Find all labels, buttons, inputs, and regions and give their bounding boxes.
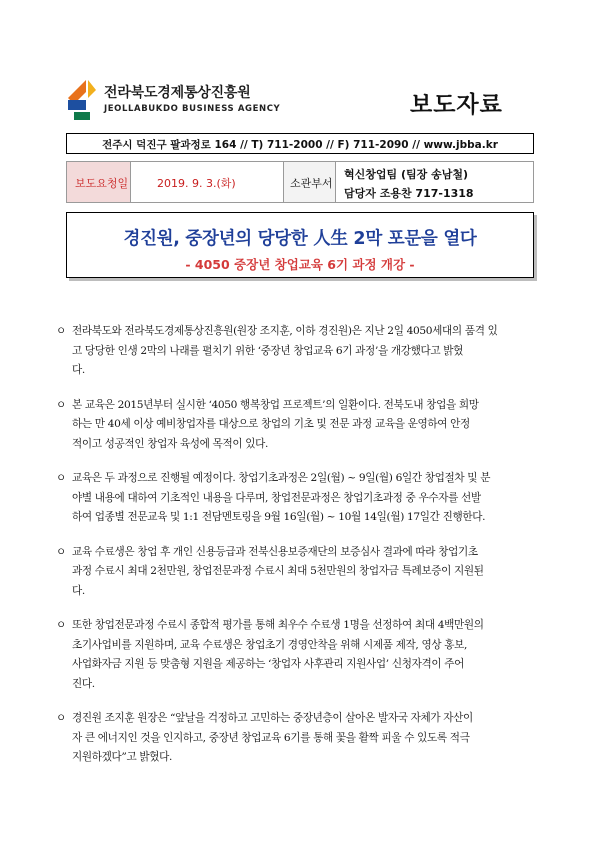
paragraph — [56, 709, 546, 768]
paragraph-line — [56, 748, 546, 768]
headline-title: 경진원, 중장년의 당당한 人生 2막 포문을 열다 — [123, 229, 477, 249]
paragraph-line — [56, 543, 546, 563]
bullet-icon: ㅇ — [56, 712, 66, 724]
paragraph-text: 하는 만 40세 이상 예비창업자를 대상으로 창업의 기초 및 전문 과정 교육을 운영하여 안정 — [72, 418, 470, 430]
headline-subtitle: - 4050 중장년 창업교육 6기 과정 개강 - — [185, 257, 415, 272]
paragraph-text: 전라북도와 전라북도경제통상진흥원(원장 조지훈, 이하 경진원)은 지난 2일 4050세대의 품격 있 — [72, 325, 498, 337]
doc-type-title: 보도자료 — [410, 92, 503, 118]
paragraph-text: 하여 업종별 전문교육 및 1:1 전담멘토링을 9월 16일(월) ~ 10월 14일(월) 17일간 진행한다. — [72, 511, 486, 523]
paragraph-text: 본 교육은 2015년부터 실시한 ‘4050 행복창업 프로젝트’의 일환이다. 전북도내 창업을 희망 — [72, 398, 479, 411]
request-date: 2019. 9. 3.(화) — [157, 177, 236, 190]
contact-line: 전주시 덕진구 팔과정로 164 // T) 711-2000 // F) 711-2090 // www.jbba.kr — [102, 139, 498, 151]
dept-contact: 담당자 조용찬 717-1318 — [344, 187, 474, 200]
paragraph-text: 경진원 조지훈 원장은 “앞날을 걱정하고 고민하는 중장년층이 살아온 발자국 자체가 자산이 — [72, 712, 473, 724]
paragraph-text: 진다. — [72, 677, 95, 690]
dept-team: 혁신창업팀 (팀장 송남철) — [344, 168, 468, 181]
org-name-en: JEOLLABUKDO BUSINESS AGENCY — [104, 104, 281, 114]
paragraph-line — [56, 729, 546, 749]
paragraph — [56, 469, 546, 528]
paragraph-text: 또한 창업전문과정 수료시 종합적 평가를 통해 최우수 수료생 1명을 선정하여 최대 4백만원의 — [72, 619, 484, 631]
request-label-cell — [67, 162, 131, 202]
info-table — [66, 161, 534, 203]
dept-label-cell — [284, 162, 336, 202]
paragraph-text: 야별 내용에 대하여 기초적인 내용을 다루며, 창업전문과정은 창업기초과정 중 우수자를 선발 — [72, 491, 481, 504]
paragraph-text: 초기사업비를 지원하며, 교육 수료생은 창업초기 경영안착을 위해 시제품 제작, 영상 홍보, — [72, 638, 468, 651]
paragraph-line — [56, 616, 546, 636]
paragraph-line — [56, 322, 546, 342]
paragraph-line — [56, 469, 546, 489]
paragraph-text: 사업화자금 지원 등 맞춤형 지원을 제공하는 ‘창업자 사후관리 지원사업’ 신청자격이 주어 — [72, 658, 465, 670]
paragraph-text: 적이고 성공적인 창업자 육성에 목적이 있다. — [72, 437, 269, 450]
request-date-cell — [131, 162, 284, 202]
contact-bar — [66, 133, 534, 154]
paragraph-line — [56, 636, 546, 656]
agency-emblem-icon — [66, 76, 100, 122]
paragraph — [56, 543, 546, 602]
paragraph-line — [56, 342, 546, 362]
paragraph-line — [56, 655, 546, 675]
request-label: 보도요청일 — [75, 177, 129, 190]
paragraph — [56, 396, 546, 455]
paragraph-line — [56, 709, 546, 729]
paragraph-text: 과정 수료시 최대 2천만원, 창업전문과정 수료시 최대 5천만원의 창업자금 특례보증이 지원된 — [72, 565, 484, 577]
paragraph-line — [56, 508, 546, 528]
paragraph-text: 다. — [72, 584, 85, 597]
bullet-icon: ㅇ — [56, 545, 66, 558]
paragraph-text: 교육 수료생은 창업 후 개인 신용등급과 전북신용보증재단의 보증심사 결과에 따라 창업기초 — [72, 545, 478, 558]
paragraph — [56, 616, 546, 694]
paragraph-text: 자 큰 에너지인 것을 인지하고, 중장년 창업교육 6기를 통해 꽃을 활짝 피울 수 있도록 적극 — [72, 731, 470, 744]
paragraph-text: 지원하겠다”고 밝혔다. — [72, 751, 173, 763]
dept-label: 소관부서 — [290, 177, 333, 190]
paragraph-line — [56, 361, 546, 381]
bullet-icon: ㅇ — [56, 398, 66, 411]
paragraph-line — [56, 562, 546, 582]
paragraph-line — [56, 675, 546, 695]
paragraph-text: 교육은 두 과정으로 진행될 예정이다. 창업기초과정은 2일(월) ~ 9일(월) 6일간 창업절차 및 분 — [72, 472, 491, 484]
headline-box — [66, 212, 534, 278]
dept-cell — [336, 162, 533, 202]
paragraph-text: 고 당당한 인생 2막의 나래를 펼치기 위한 ‘중장년 창업교육 6기 과정’을 개강했다고 밝혔 — [72, 344, 464, 357]
paragraph — [56, 322, 546, 381]
bullet-icon: ㅇ — [56, 472, 66, 484]
body-paragraphs — [56, 322, 546, 783]
bullet-icon: ㅇ — [56, 325, 66, 337]
paragraph-line — [56, 396, 546, 416]
org-name-ko: 전라북도경제통상진흥원 — [104, 85, 251, 101]
agency-logo — [66, 74, 281, 130]
paragraph-line — [56, 582, 546, 602]
paragraph-text: 다. — [72, 364, 85, 376]
paragraph-line — [56, 435, 546, 455]
bullet-icon: ㅇ — [56, 619, 66, 631]
paragraph-line — [56, 415, 546, 435]
paragraph-line — [56, 489, 546, 509]
